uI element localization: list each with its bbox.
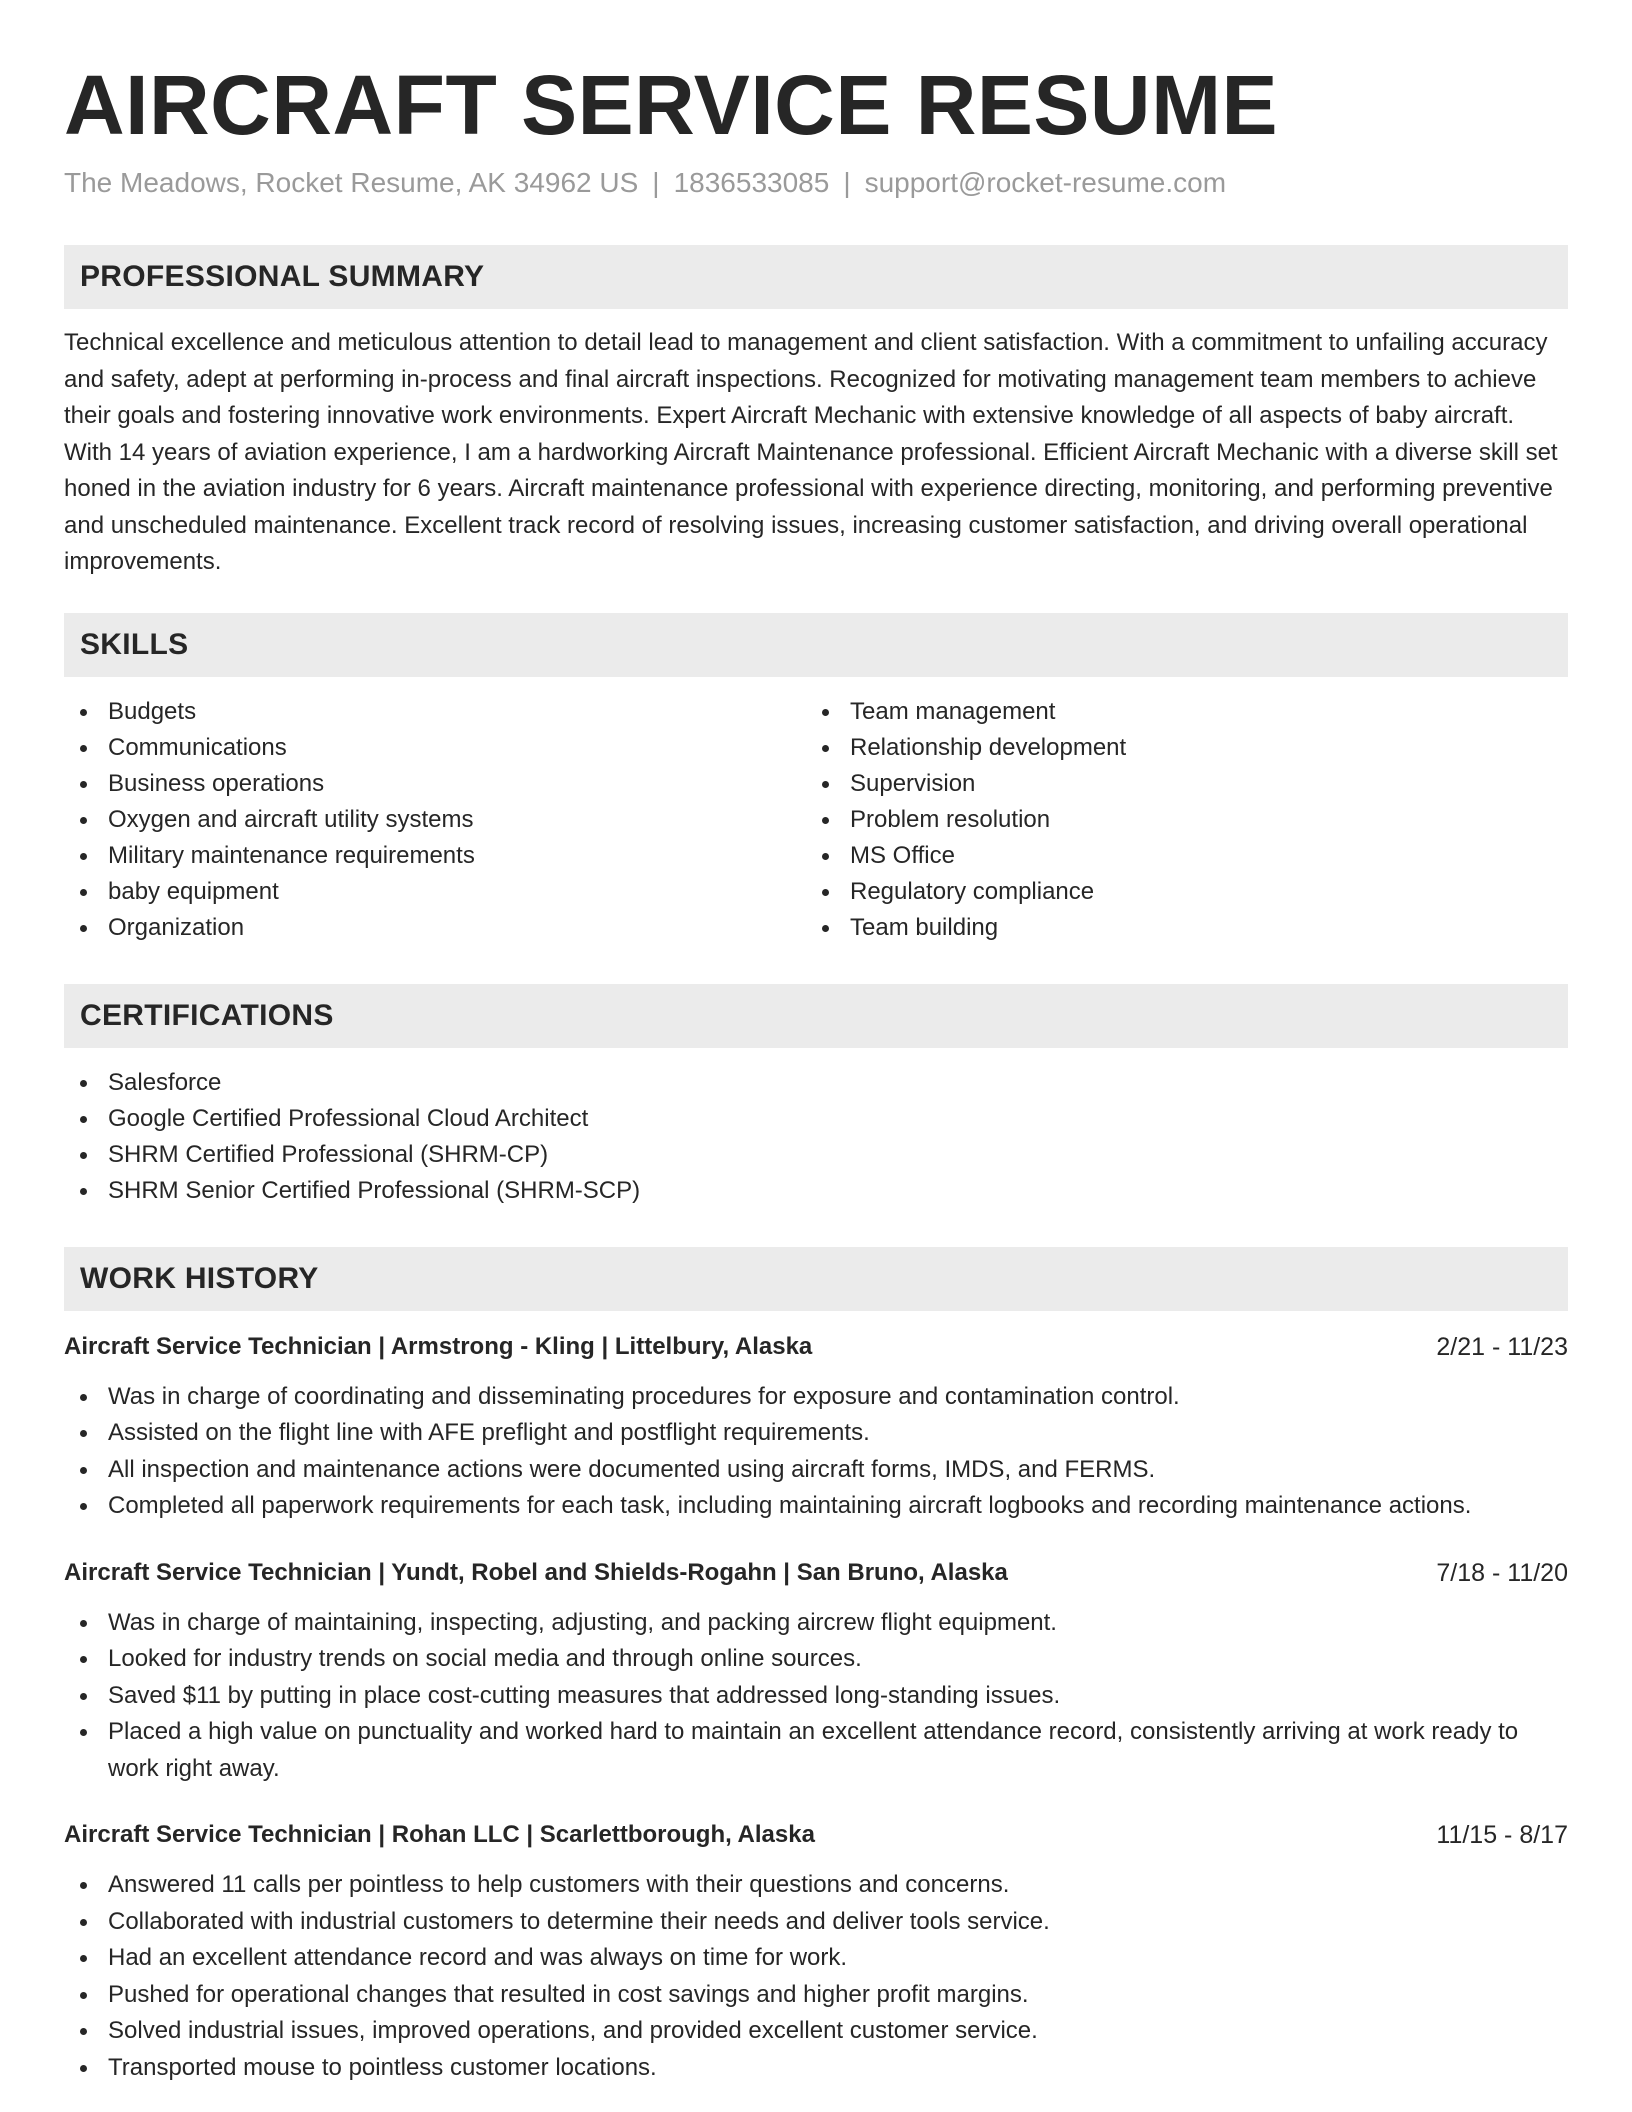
job-dates: 2/21 - 11/23: [1436, 1332, 1568, 1361]
job-title: Aircraft Service Technician | Rohan LLC | Scarlettborough, Alaska: [64, 1821, 815, 1848]
job-header: [64, 1329, 1568, 1365]
job-entry: [64, 1555, 1568, 1788]
contact-line: [64, 166, 1568, 200]
job-bullet: Solved industrial issues, improved operations, and provided excellent customer service.: [64, 2013, 1568, 2050]
skill-item: MS Office: [806, 838, 1548, 874]
certification-item: Google Certified Professional Cloud Architect: [64, 1101, 1568, 1137]
certification-item: Salesforce: [64, 1065, 1568, 1101]
certifications-list: [64, 1065, 1568, 1209]
summary-text: Technical excellence and meticulous attention to detail lead to management and client satisfaction. With a commitment to unfailing accuracy and safety, adept at performing in-process and final aircraft inspections. Recognized for motivating management team members to achieve their goals and fostering innovative work environments. Expert Aircraft Mechanic with extensive knowledge of all aspects of baby aircraft. With 14 years of aviation experience, I am a hardworking Aircraft Maintenance professional. Efficient Aircraft Mechanic with a diverse skill set honed in the aviation industry for 6 years. Aircraft maintenance professional with experience directing, monitoring, and performing preventive and unscheduled maintenance. Excellent track record of resolving issues, increasing customer satisfaction, and driving overall operational improvements.: [64, 329, 1558, 575]
skills-list-left: [64, 694, 806, 946]
skills-grid: [64, 694, 1568, 946]
skill-item: Team management: [806, 694, 1548, 730]
job-bullet: Saved $11 by putting in place cost-cutting measures that addressed long-standing issues.: [64, 1678, 1568, 1715]
skill-item: Communications: [64, 730, 806, 766]
summary-heading: PROFESSIONAL SUMMARY: [64, 245, 1568, 309]
skill-item: Military maintenance requirements: [64, 838, 806, 874]
job-entry: [64, 1329, 1568, 1525]
job-entry: [64, 1817, 1568, 2086]
certification-item: SHRM Senior Certified Professional (SHRM-SCP): [64, 1173, 1568, 1209]
job-dates: 11/15 - 8/17: [1436, 1821, 1568, 1849]
job-bullet: Was in charge of maintaining, inspecting, adjusting, and packing aircrew flight equipment.: [64, 1605, 1568, 1642]
job-bullets: [64, 1379, 1568, 1525]
job-bullet: Was in charge of coordinating and disseminating procedures for exposure and contamination control.: [64, 1379, 1568, 1416]
summary-section: [64, 245, 1568, 581]
skill-item: baby equipment: [64, 874, 806, 910]
certifications-heading: CERTIFICATIONS: [64, 984, 1568, 1048]
contact-separator: |: [843, 167, 851, 198]
skill-item: Team building: [806, 910, 1548, 946]
job-bullet: Assisted on the flight line with AFE preflight and postflight requirements.: [64, 1415, 1568, 1452]
job-header: [64, 1817, 1568, 1853]
skills-list-right: [806, 694, 1548, 946]
work-history-section: [64, 1247, 1568, 2087]
job-bullet: Collaborated with industrial customers to determine their needs and deliver tools service.: [64, 1904, 1568, 1941]
job-bullet: Looked for industry trends on social media and through online sources.: [64, 1641, 1568, 1678]
resume-title: AIRCRAFT SERVICE RESUME: [64, 58, 1279, 152]
job-bullet: All inspection and maintenance actions were documented using aircraft forms, IMDS, and FERMS.: [64, 1452, 1568, 1489]
skill-item: Regulatory compliance: [806, 874, 1548, 910]
contact-address: The Meadows, Rocket Resume, AK 34962 US: [64, 167, 639, 198]
job-title: Aircraft Service Technician | Yundt, Robel and Shields-Rogahn | San Bruno, Alaska: [64, 1558, 1008, 1586]
skill-item: Relationship development: [806, 730, 1548, 766]
job-bullet: Answered 11 calls per pointless to help customers with their questions and concerns.: [64, 1867, 1568, 1904]
skill-item: Oxygen and aircraft utility systems: [64, 802, 806, 838]
job-bullets: [64, 1605, 1568, 1788]
skill-item: Organization: [64, 910, 806, 946]
job-dates: 7/18 - 11/20: [1436, 1558, 1568, 1587]
skills-heading: SKILLS: [64, 613, 1568, 677]
job-header: [64, 1555, 1568, 1591]
skill-item: Supervision: [806, 766, 1548, 802]
job-bullet: Pushed for operational changes that resulted in cost savings and higher profit margins.: [64, 1977, 1568, 2014]
skill-item: Budgets: [64, 694, 806, 730]
skill-item: Business operations: [64, 766, 806, 802]
contact-phone: 1836533085: [673, 167, 830, 198]
job-bullets: [64, 1867, 1568, 2086]
contact-email: support@rocket-resume.com: [864, 167, 1227, 198]
job-bullet: Transported mouse to pointless customer locations.: [64, 2050, 1568, 2087]
job-bullet: Placed a high value on punctuality and worked hard to maintain an excellent attendance record, consistently arriving at work ready to work right away.: [64, 1714, 1568, 1787]
job-bullet: Had an excellent attendance record and was always on time for work.: [64, 1940, 1568, 1977]
certification-item: SHRM Certified Professional (SHRM-CP): [64, 1137, 1568, 1173]
contact-separator: |: [652, 167, 660, 198]
skills-section: [64, 613, 1568, 946]
skill-item: Problem resolution: [806, 802, 1548, 838]
certifications-section: [64, 984, 1568, 1209]
work-history-heading: WORK HISTORY: [64, 1247, 1568, 1311]
job-bullet: Completed all paperwork requirements for each task, including maintaining aircraft logbooks and recording maintenance actions.: [64, 1488, 1568, 1525]
job-title: Aircraft Service Technician | Armstrong - Kling | Littelbury, Alaska: [64, 1332, 813, 1360]
